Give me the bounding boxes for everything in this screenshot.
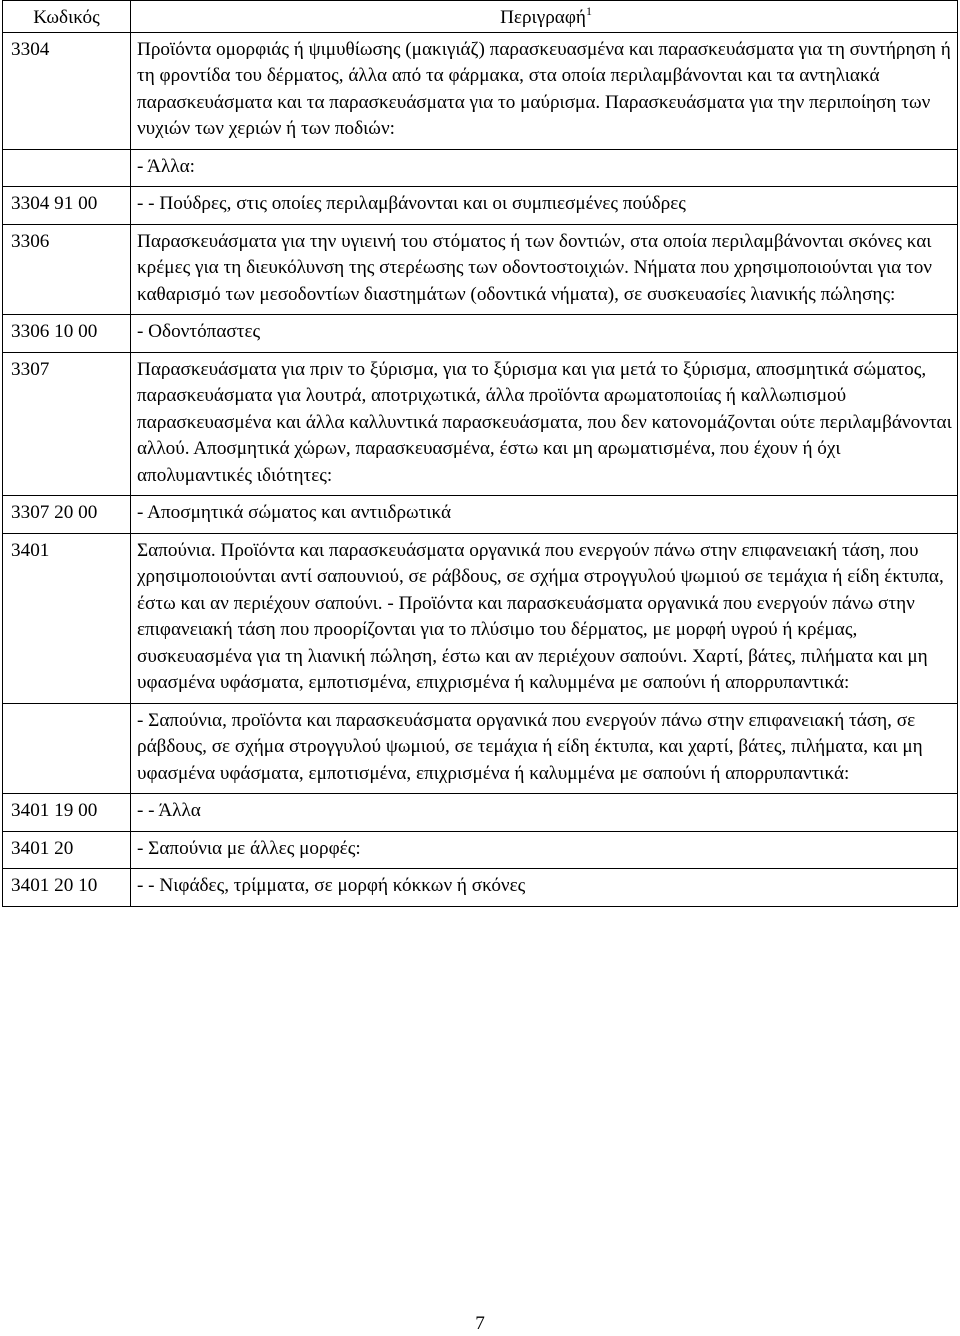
table-row: [3, 32, 958, 149]
row-code: 3401 19 00: [3, 794, 131, 832]
row-description: - Σαπούνια, προϊόντα και παρασκευάσματα οργανικά που ενεργούν πάνω στην επιφανειακή τάση, σε ράβδους, σε σχήμα στρογγυλού ψωμιού, σε τεμάχια ή είδη έκτυπα, και χαρτί, βάτες, πιλήματα, και μη υφασμένα υφάσματα, εμποτισμένα, επιχρισμένα ή καλυμμένα με σαπούνι ή απορρυπαντικά:: [131, 703, 958, 794]
table-row: [3, 831, 958, 869]
row-description: - - Άλλα: [131, 794, 958, 832]
row-description: - Άλλα:: [131, 149, 958, 187]
header-row: [3, 1, 958, 33]
footnote-mark: 1: [585, 4, 592, 18]
row-code: 3306 10 00: [3, 315, 131, 353]
tariff-table: [2, 0, 958, 907]
row-code: [3, 149, 131, 187]
table-row: [3, 533, 958, 703]
row-code: 3401 20 10: [3, 869, 131, 907]
row-code: 3304: [3, 32, 131, 149]
row-code: [3, 703, 131, 794]
row-description: - - Πούδρες, στις οποίες περιλαμβάνονται και οι συμπιεσμένες πούδρες: [131, 187, 958, 225]
table-body: [3, 32, 958, 906]
table-header: [3, 1, 958, 33]
column-header-code-label: Κωδικός: [33, 7, 100, 28]
row-description: Σαπούνια. Προϊόντα και παρασκευάσματα οργανικά που ενεργούν πάνω στην επιφανειακή τάση, που χρησιμοποιούνται αντί σαπουνιού, σε ράβδους, σε σχήμα στρογγυλού ψωμιού σε τεμάχια ή είδη έκτυπα, έστω και αν περιέχουν σαπούνι. - Προϊόντα και παρασκευάσματα οργανικά που ενεργούν πάνω στην επιφανειακή τάση που προορίζονται για το πλύσιμο του δέρματος, με μορφή υγρού ή κρέμας, συσκευασμένα για τη λιανική πώληση, έστω και αν περιέχουν σαπούνι. Χαρτί, βάτες, πιλήματα και μη υφασμένα υφάσματα, εμποτισμένα, επιχρισμένα ή καλυμμένα με σαπούνι ή απορρυπαντικά:: [131, 533, 958, 703]
row-code: 3304 91 00: [3, 187, 131, 225]
table-row: [3, 794, 958, 832]
column-header-description-label: Περιγραφή: [500, 7, 586, 28]
row-description: - Σαπούνια με άλλες μορφές:: [131, 831, 958, 869]
row-code: 3401: [3, 533, 131, 703]
table-row: [3, 187, 958, 225]
column-header-description: [131, 1, 958, 33]
table-row: [3, 703, 958, 794]
row-code: 3306: [3, 224, 131, 315]
table-row: [3, 315, 958, 353]
table-row: [3, 224, 958, 315]
page-number: 7: [475, 1313, 485, 1334]
row-description: - Οδοντόπαστες: [131, 315, 958, 353]
row-description: Παρασκευάσματα για την υγιεινή του στόματος ή των δοντιών, στα οποία περιλαμβάνονται σκόνες και κρέμες για τη διευκόλυνση της στερέωσης των οδοντοστοιχιών. Νήματα που χρησιμοποιούνται για τον καθαρισμό των μεσοδοντίων διαστημάτων (οδοντικά νήματα), σε συσκευασίες λιανικής πώλησης:: [131, 224, 958, 315]
column-header-code: [3, 1, 131, 33]
row-code: 3307: [3, 352, 131, 496]
row-description: Προϊόντα ομορφιάς ή ψιμυθίωσης (μακιγιάζ) παρασκευασμένα και παρασκευάσματα για τη συντήρηση ή τη φροντίδα του δέρματος, άλλα από τα φάρμακα, στα οποία περιλαμβάνονται και τα αντηλιακά παρασκευάσματα και τα παρασκευάσματα για το μαύρισμα. Παρασκευάσματα για την περιποίηση των νυχιών των χεριών ή των ποδιών:: [131, 32, 958, 149]
row-code: 3307 20 00: [3, 496, 131, 534]
table-row: [3, 869, 958, 907]
table-row: [3, 496, 958, 534]
row-description: Παρασκευάσματα για πριν το ξύρισμα, για το ξύρισμα και για μετά το ξύρισμα, αποσμητικά σώματος, παρασκευάσματα για λουτρά, αποτριχωτικά, άλλα προϊόντα αρωματοποιίας ή καλλωπισμού παρασκευασμένα και άλλα καλλυντικά παρασκευάσματα, που δεν κατονομάζονται ούτε περιλαμβάνονται αλλού. Αποσμητικά χώρων, παρασκευασμένα, έστω και μη αρωματισμένα, που έχουν ή όχι απολυμαντικές ιδιότητες:: [131, 352, 958, 496]
table-row: [3, 352, 958, 496]
table-row: [3, 149, 958, 187]
row-description: - Αποσμητικά σώματος και αντιιδρωτικά: [131, 496, 958, 534]
row-code: 3401 20: [3, 831, 131, 869]
row-description: - - Νιφάδες, τρίμματα, σε μορφή κόκκων ή σκόνες: [131, 869, 958, 907]
